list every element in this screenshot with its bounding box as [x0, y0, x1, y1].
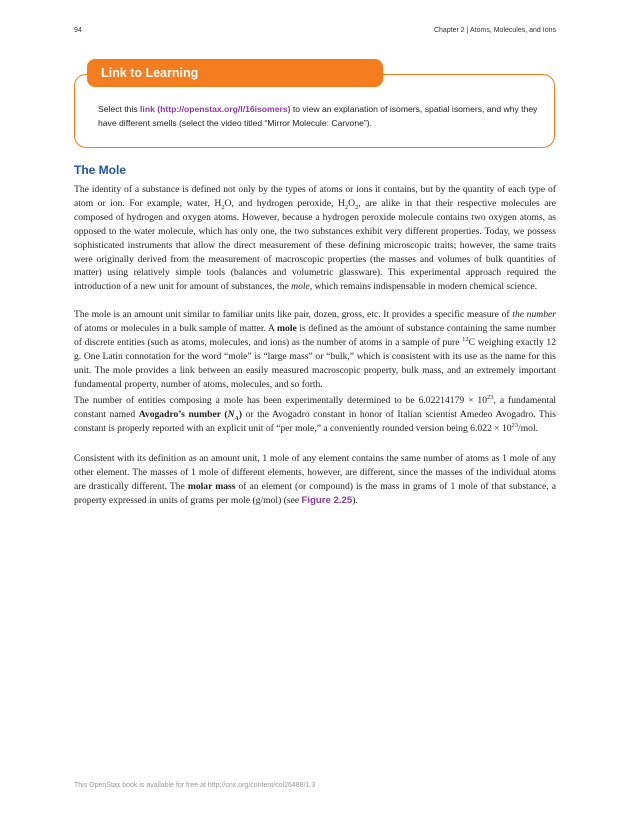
- p1-mole-term: mole: [291, 281, 310, 293]
- p2-g: C weighing exactly 12 g. One Latin connotation for the word “mole” is “large mass” or “bulk,” which is consistent with its use as the name for this unit. The mole provides a link between an easily measured macroscopic property, bulk mass, and an extremely important fundamental property, number of atoms, molecules, and so forth.: [74, 336, 557, 390]
- p2-c: of atoms or molecules in a bulk sample of matter. A: [74, 322, 278, 334]
- p1-f: , which remains indispensable in modern chemical science.: [309, 281, 538, 293]
- paragraph-1: [74, 183, 556, 294]
- paragraph-2: [74, 308, 556, 391]
- ltl-text-before: Select this: [98, 104, 141, 114]
- p3-avogadro-term: [139, 409, 242, 420]
- ltl-text-after: to view an explanation of isomers, spatial isomers, and why they have different smells (select the video titled “Mirror Molecule: Carvone”).: [98, 104, 538, 128]
- p3-a: The number of entities composing a mole has been experimentally determined to be 6.02214179 × 10: [74, 395, 488, 406]
- p4-a: Consistent with its definition as an amount unit, 1 mole of any element contains the same number of atoms as 1 mole of any other element. The masses of 1 mole of different elements, however, are different, since the masses of the individual atoms are drastically different. The: [74, 453, 556, 492]
- p2-e: is defined as the amount of substance containing the same number of discrete entities (such as atoms, molecules, and ions) as the number of atoms in a sample of pure: [74, 322, 556, 348]
- running-head: Chapter 2 | Atoms, Molecules, and Ions: [433, 27, 556, 34]
- link-to-learning-text: [98, 103, 538, 130]
- section-title: The Mole: [74, 163, 127, 177]
- p2-the-number: the number: [512, 309, 556, 320]
- p1-a: The identity of a substance is defined not only by the types of atoms or ions it contains, but by the quantity of each type of atom or ion. For example, water, H: [74, 184, 556, 209]
- p1-d: , are alike in that their respective molecules are composed of hydrogen and oxygen atoms. However, because a hydrogen peroxide molecule contains two oxygen atoms, as opposed to the water molecule, which has only one, the two substances exhibit very different properties. Today, we possess sophisticated instruments that allow the direct measurement of these defining microscopic traits; however, the same traits were originally derived from the measurement of macroscopic properties (the masses and volumes of bulk quantities of matter) using relatively simple tools (balances and volumetric glassware). This experimental approach required the introduction of a new unit for amount of substances, the: [74, 197, 556, 293]
- isomers-link[interactable]: link (http://openstax.org/l/16isomers): [140, 104, 291, 114]
- p2-isotope-sup: 12: [462, 335, 469, 343]
- p3-exp-2: 23: [511, 421, 519, 429]
- p3-exp-1: 23: [487, 393, 494, 401]
- p4-c: of an element (or compound) is the mass in grams of 1 mole of that substance, a property expressed in units of grams per mole (g/mol) (see: [74, 480, 556, 506]
- p4-e: ).: [352, 494, 358, 506]
- p3-h: or the Avogadro constant in honor of Italian scientist Amedeo Avogadro. This constant is properly reported with an explicit unit of “per mole,” a conveniently rounded version being 6.022 × 10: [74, 408, 556, 434]
- page-number: 94: [74, 27, 82, 34]
- p1-sub-1: 2: [221, 203, 225, 211]
- paragraph-4: [74, 452, 556, 508]
- p3-a-letter: A: [234, 414, 239, 422]
- p3-c: , a fundamental constant named: [74, 395, 556, 420]
- figure-2-25-link[interactable]: Figure 2.25: [301, 494, 353, 506]
- link-to-learning-title: Link to Learning: [87, 59, 383, 87]
- p1-sub-3: 2: [355, 203, 359, 211]
- p1-sub-2: 2: [344, 203, 349, 211]
- p3-n: N: [227, 408, 235, 420]
- p3-g: ): [238, 408, 243, 420]
- p2-mole-term: mole: [277, 322, 297, 334]
- p2-a: The mole is an amount unit similar to familiar units like pair, dozen, gross, etc. It provides a specific measure of: [74, 309, 513, 320]
- p3-j: /mol.: [518, 422, 539, 434]
- p3-d: Avogadro’s number (: [138, 408, 228, 420]
- paragraph-3: [74, 394, 556, 436]
- p1-c: O: [348, 197, 356, 209]
- p4-molar-mass-term: molar mass: [187, 480, 236, 492]
- footer-text: This OpenStax book is available for free at http://cnx.org/content/col26488/1.3: [74, 782, 316, 789]
- p1-b: O, and hydrogen peroxide, H: [224, 197, 345, 209]
